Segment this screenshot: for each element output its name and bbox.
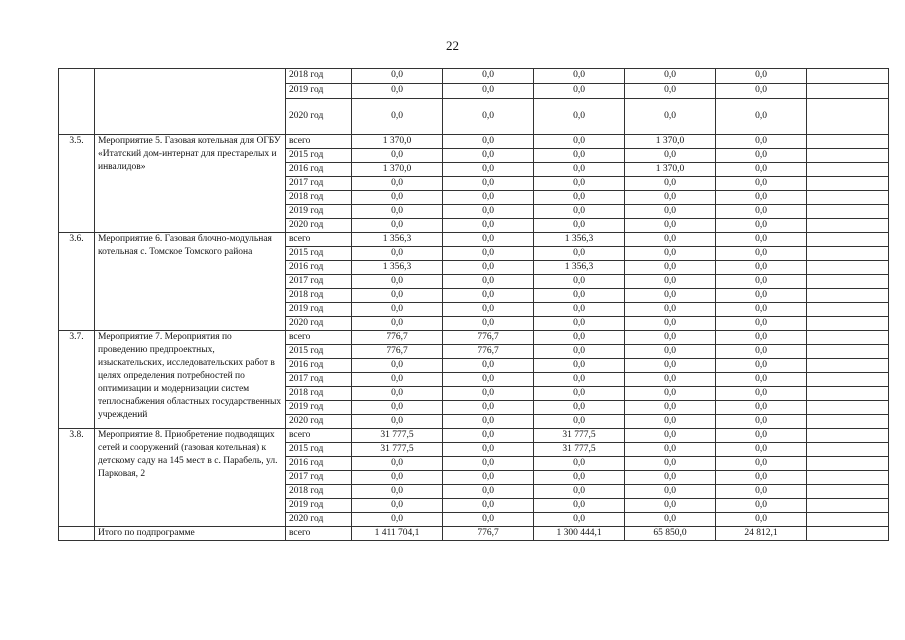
amount-cell: 0,0: [625, 457, 716, 471]
amount-cell: 0,0: [625, 205, 716, 219]
amount-cell: 0,0: [443, 149, 534, 163]
period-cell: 2018 год: [286, 387, 352, 401]
period-cell: 2015 год: [286, 345, 352, 359]
amount-cell: 0,0: [443, 443, 534, 457]
amount-cell: 776,7: [443, 331, 534, 345]
amount-cell: 0,0: [625, 499, 716, 513]
amount-cell: 0,0: [443, 387, 534, 401]
measure-number-cell: 3.7.: [59, 331, 95, 429]
amount-cell: 0,0: [443, 415, 534, 429]
amount-cell: 0,0: [443, 219, 534, 233]
amount-cell: 0,0: [534, 275, 625, 289]
amount-cell: 0,0: [534, 135, 625, 149]
amount-cell: 0,0: [625, 84, 716, 99]
amount-cell: 0,0: [534, 513, 625, 527]
empty-cell: [807, 429, 889, 443]
amount-cell: 0,0: [625, 471, 716, 485]
amount-cell: 0,0: [716, 233, 807, 247]
amount-cell: 0,0: [716, 345, 807, 359]
period-cell: 2016 год: [286, 261, 352, 275]
period-cell: 2018 год: [286, 289, 352, 303]
total-label-cell: Итого по подпрограмме: [95, 527, 286, 541]
period-cell: 2015 год: [286, 247, 352, 261]
total-number-cell: [59, 527, 95, 541]
amount-cell: 1 356,3: [352, 233, 443, 247]
amount-cell: 0,0: [443, 135, 534, 149]
period-cell: 2018 год: [286, 191, 352, 205]
period-cell: всего: [286, 331, 352, 345]
period-cell: 2020 год: [286, 317, 352, 331]
amount-cell: 0,0: [534, 205, 625, 219]
amount-cell: 0,0: [716, 443, 807, 457]
amount-cell: 0,0: [716, 485, 807, 499]
amount-cell: 0,0: [625, 289, 716, 303]
amount-cell: 0,0: [534, 177, 625, 191]
amount-cell: 0,0: [352, 457, 443, 471]
period-cell: 2020 год: [286, 219, 352, 233]
empty-cell: [807, 163, 889, 177]
amount-cell: 0,0: [716, 373, 807, 387]
amount-cell: 0,0: [534, 485, 625, 499]
amount-cell: 0,0: [625, 69, 716, 84]
amount-cell: 0,0: [443, 205, 534, 219]
amount-cell: 1 356,3: [352, 261, 443, 275]
amount-cell: 0,0: [625, 177, 716, 191]
amount-cell: 0,0: [625, 443, 716, 457]
amount-cell: 0,0: [443, 84, 534, 99]
measure-name-cell: Мероприятие 5. Газовая котельная для ОГБУ «Итатский дом-интернат для престарелых и инвалидов»: [95, 135, 286, 233]
amount-cell: 0,0: [352, 177, 443, 191]
amount-cell: 0,0: [716, 317, 807, 331]
empty-cell: [807, 387, 889, 401]
amount-cell: 0,0: [534, 99, 625, 135]
empty-cell: [807, 191, 889, 205]
amount-cell: 0,0: [352, 69, 443, 84]
amount-cell: 0,0: [534, 373, 625, 387]
empty-cell: [807, 317, 889, 331]
amount-cell: 0,0: [352, 99, 443, 135]
amount-cell: 0,0: [716, 471, 807, 485]
amount-cell: 0,0: [625, 373, 716, 387]
period-cell: 2016 год: [286, 457, 352, 471]
amount-cell: 0,0: [443, 289, 534, 303]
period-cell: всего: [286, 429, 352, 443]
amount-cell: 0,0: [443, 485, 534, 499]
amount-cell: 0,0: [534, 331, 625, 345]
period-cell: 2020 год: [286, 99, 352, 135]
amount-cell: 0,0: [625, 99, 716, 135]
amount-cell: 0,0: [443, 317, 534, 331]
measure-name-cell: Мероприятие 7. Мероприятия по проведению предпроектных, изыскательских, исследовательских работ в целях определения потребностей по оптимизации и модернизации систем теплоснабжения областных государственных учреждений: [95, 331, 286, 429]
table-row: [59, 135, 889, 149]
amount-cell: 0,0: [443, 233, 534, 247]
amount-cell: 0,0: [534, 401, 625, 415]
amount-cell: 0,0: [625, 219, 716, 233]
empty-cell: [807, 205, 889, 219]
period-cell: всего: [286, 135, 352, 149]
amount-cell: 0,0: [534, 219, 625, 233]
amount-cell: 0,0: [443, 429, 534, 443]
period-cell: 2019 год: [286, 303, 352, 317]
period-cell: 2017 год: [286, 177, 352, 191]
amount-cell: 0,0: [443, 191, 534, 205]
empty-cell: [807, 401, 889, 415]
amount-cell: 0,0: [352, 513, 443, 527]
amount-cell: 0,0: [443, 177, 534, 191]
amount-cell: 0,0: [534, 84, 625, 99]
amount-cell: 0,0: [534, 289, 625, 303]
amount-cell: 0,0: [534, 303, 625, 317]
amount-cell: 0,0: [625, 513, 716, 527]
amount-cell: 0,0: [352, 149, 443, 163]
measure-name-cell: Мероприятие 8. Приобретение подводящих сетей и сооружений (газовая котельная) к детскому саду на 145 мест в с. Парабель, ул. Парковая, 2: [95, 429, 286, 527]
amount-cell: 0,0: [716, 359, 807, 373]
amount-cell: 0,0: [443, 247, 534, 261]
amount-cell: 0,0: [443, 99, 534, 135]
amount-cell: 0,0: [716, 387, 807, 401]
empty-cell: [807, 69, 889, 84]
amount-cell: 0,0: [625, 485, 716, 499]
amount-cell: 0,0: [716, 513, 807, 527]
amount-cell: 0,0: [716, 205, 807, 219]
measure-name-cell: Мероприятие 6. Газовая блочно-модульная котельная с. Томское Томского района: [95, 233, 286, 331]
amount-cell: 0,0: [625, 191, 716, 205]
amount-cell: 0,0: [716, 331, 807, 345]
amount-cell: 0,0: [352, 387, 443, 401]
period-cell: 2016 год: [286, 163, 352, 177]
amount-cell: 0,0: [625, 345, 716, 359]
period-cell: 2019 год: [286, 84, 352, 99]
amount-cell: 0,0: [352, 373, 443, 387]
amount-cell: 0,0: [352, 485, 443, 499]
period-cell: 2019 год: [286, 205, 352, 219]
amount-cell: 1 370,0: [352, 135, 443, 149]
amount-cell: 0,0: [716, 247, 807, 261]
period-cell: 2016 год: [286, 359, 352, 373]
period-cell: 2015 год: [286, 443, 352, 457]
amount-cell: 0,0: [443, 513, 534, 527]
amount-cell: 0,0: [352, 303, 443, 317]
amount-cell: 0,0: [352, 415, 443, 429]
empty-cell: [807, 345, 889, 359]
period-cell: всего: [286, 233, 352, 247]
amount-cell: 0,0: [534, 359, 625, 373]
measure-name-cell: [95, 69, 286, 135]
amount-cell: 0,0: [625, 303, 716, 317]
amount-cell: 776,7: [352, 345, 443, 359]
amount-cell: 1 411 704,1: [352, 527, 443, 541]
empty-cell: [807, 247, 889, 261]
amount-cell: 0,0: [443, 163, 534, 177]
amount-cell: 0,0: [534, 317, 625, 331]
measure-number-cell: [59, 69, 95, 135]
amount-cell: 0,0: [716, 163, 807, 177]
amount-cell: 0,0: [534, 247, 625, 261]
amount-cell: 0,0: [534, 191, 625, 205]
empty-cell: [807, 443, 889, 457]
amount-cell: 776,7: [443, 345, 534, 359]
amount-cell: 31 777,5: [352, 429, 443, 443]
amount-cell: 1 356,3: [534, 261, 625, 275]
amount-cell: 0,0: [443, 373, 534, 387]
measure-number-cell: 3.8.: [59, 429, 95, 527]
empty-cell: [807, 471, 889, 485]
amount-cell: 0,0: [716, 84, 807, 99]
amount-cell: 0,0: [534, 149, 625, 163]
amount-cell: 1 370,0: [625, 135, 716, 149]
empty-cell: [807, 219, 889, 233]
amount-cell: 0,0: [625, 247, 716, 261]
empty-cell: [807, 233, 889, 247]
empty-cell: [807, 149, 889, 163]
empty-cell: [807, 303, 889, 317]
amount-cell: 0,0: [625, 331, 716, 345]
empty-cell: [807, 331, 889, 345]
amount-cell: 1 356,3: [534, 233, 625, 247]
amount-cell: 0,0: [716, 69, 807, 84]
period-cell: 2020 год: [286, 513, 352, 527]
measure-number-cell: 3.5.: [59, 135, 95, 233]
amount-cell: 0,0: [352, 471, 443, 485]
empty-cell: [807, 527, 889, 541]
measure-number-cell: 3.6.: [59, 233, 95, 331]
empty-cell: [807, 289, 889, 303]
amount-cell: 0,0: [716, 275, 807, 289]
empty-cell: [807, 99, 889, 135]
budget-table: [58, 68, 889, 541]
amount-cell: 0,0: [443, 457, 534, 471]
amount-cell: 0,0: [716, 415, 807, 429]
amount-cell: 0,0: [625, 415, 716, 429]
amount-cell: 0,0: [716, 135, 807, 149]
amount-cell: 0,0: [534, 457, 625, 471]
period-cell: 2015 год: [286, 149, 352, 163]
amount-cell: 0,0: [534, 499, 625, 513]
amount-cell: 0,0: [443, 359, 534, 373]
amount-cell: 0,0: [625, 261, 716, 275]
empty-cell: [807, 373, 889, 387]
amount-cell: 1 370,0: [352, 163, 443, 177]
amount-cell: 0,0: [716, 499, 807, 513]
table-row: [59, 331, 889, 345]
period-cell: 2019 год: [286, 499, 352, 513]
amount-cell: 0,0: [716, 457, 807, 471]
empty-cell: [807, 485, 889, 499]
amount-cell: 0,0: [716, 219, 807, 233]
amount-cell: 0,0: [352, 317, 443, 331]
amount-cell: 0,0: [716, 191, 807, 205]
amount-cell: 1 300 444,1: [534, 527, 625, 541]
amount-cell: 0,0: [352, 84, 443, 99]
amount-cell: 0,0: [716, 177, 807, 191]
amount-cell: 0,0: [443, 303, 534, 317]
amount-cell: 31 777,5: [534, 429, 625, 443]
amount-cell: 0,0: [352, 219, 443, 233]
period-cell: 2017 год: [286, 471, 352, 485]
empty-cell: [807, 415, 889, 429]
amount-cell: 0,0: [352, 499, 443, 513]
empty-cell: [807, 457, 889, 471]
amount-cell: 0,0: [352, 289, 443, 303]
amount-cell: 0,0: [352, 401, 443, 415]
total-row: [59, 527, 889, 541]
amount-cell: 0,0: [534, 69, 625, 84]
amount-cell: 0,0: [443, 499, 534, 513]
empty-cell: [807, 275, 889, 289]
amount-cell: 0,0: [352, 359, 443, 373]
empty-cell: [807, 177, 889, 191]
amount-cell: 31 777,5: [352, 443, 443, 457]
amount-cell: 24 812,1: [716, 527, 807, 541]
period-cell: всего: [286, 527, 352, 541]
amount-cell: 31 777,5: [534, 443, 625, 457]
amount-cell: 0,0: [716, 261, 807, 275]
amount-cell: 776,7: [443, 527, 534, 541]
amount-cell: 0,0: [625, 275, 716, 289]
amount-cell: 0,0: [716, 401, 807, 415]
empty-cell: [807, 359, 889, 373]
amount-cell: 776,7: [352, 331, 443, 345]
amount-cell: 65 850,0: [625, 527, 716, 541]
period-cell: 2020 год: [286, 415, 352, 429]
period-cell: 2017 год: [286, 373, 352, 387]
empty-cell: [807, 513, 889, 527]
table-row: [59, 233, 889, 247]
amount-cell: 0,0: [443, 275, 534, 289]
period-cell: 2019 год: [286, 401, 352, 415]
amount-cell: 0,0: [716, 429, 807, 443]
amount-cell: 0,0: [534, 387, 625, 401]
amount-cell: 0,0: [352, 191, 443, 205]
amount-cell: 0,0: [625, 317, 716, 331]
page-number: 22: [446, 38, 459, 53]
amount-cell: 0,0: [352, 275, 443, 289]
amount-cell: 0,0: [443, 471, 534, 485]
amount-cell: 0,0: [716, 99, 807, 135]
period-cell: 2018 год: [286, 69, 352, 84]
amount-cell: 0,0: [534, 345, 625, 359]
period-cell: 2017 год: [286, 275, 352, 289]
table-row: [59, 69, 889, 84]
amount-cell: 0,0: [625, 359, 716, 373]
empty-cell: [807, 135, 889, 149]
period-cell: 2018 год: [286, 485, 352, 499]
amount-cell: 0,0: [443, 69, 534, 84]
amount-cell: 0,0: [534, 163, 625, 177]
table-row: [59, 429, 889, 443]
amount-cell: 0,0: [534, 471, 625, 485]
amount-cell: 0,0: [625, 233, 716, 247]
amount-cell: 0,0: [625, 149, 716, 163]
amount-cell: 0,0: [625, 401, 716, 415]
amount-cell: 0,0: [625, 429, 716, 443]
amount-cell: 0,0: [625, 387, 716, 401]
amount-cell: 0,0: [716, 303, 807, 317]
empty-cell: [807, 84, 889, 99]
amount-cell: 1 370,0: [625, 163, 716, 177]
amount-cell: 0,0: [716, 289, 807, 303]
amount-cell: 0,0: [443, 401, 534, 415]
empty-cell: [807, 261, 889, 275]
amount-cell: 0,0: [443, 261, 534, 275]
amount-cell: 0,0: [534, 415, 625, 429]
amount-cell: 0,0: [716, 149, 807, 163]
empty-cell: [807, 499, 889, 513]
amount-cell: 0,0: [352, 205, 443, 219]
amount-cell: 0,0: [352, 247, 443, 261]
